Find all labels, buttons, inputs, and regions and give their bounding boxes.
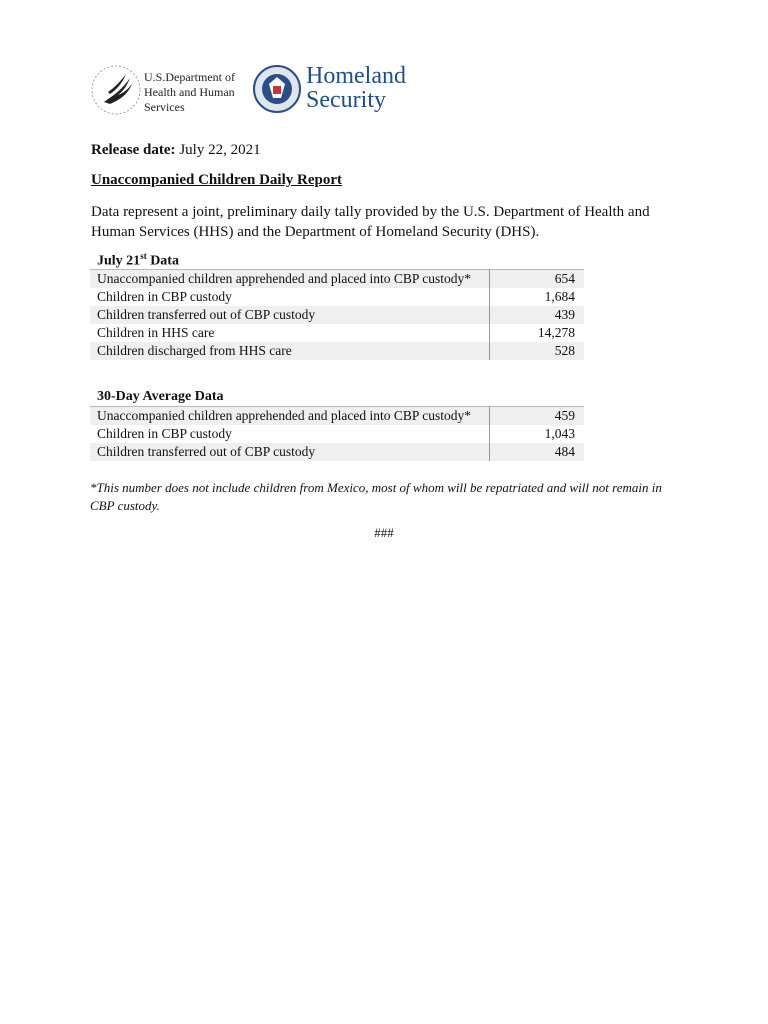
- table-row: [90, 425, 584, 443]
- row-label: Children in CBP custody: [90, 288, 490, 306]
- dhs-wordmark: Homeland Security: [306, 63, 406, 113]
- row-value: 439: [490, 306, 585, 324]
- table-row: [90, 270, 584, 289]
- row-value: 528: [490, 342, 585, 360]
- row-label: Children in HHS care: [90, 324, 490, 342]
- average-data-table: [90, 406, 584, 461]
- header-logos: [90, 56, 430, 126]
- intro-paragraph: Data represent a joint, preliminary daily tally provided by the U.S. Department of Health and Human Services (HHS) and the Department of Homeland Security (DHS).: [91, 204, 650, 240]
- row-label: Children in CBP custody: [90, 425, 490, 443]
- table-row: [90, 443, 584, 461]
- release-date: [91, 142, 261, 159]
- row-label: Children transferred out of CBP custody: [90, 306, 490, 324]
- row-value: 1,043: [544, 426, 575, 441]
- row-label: Unaccompanied children apprehended and placed into CBP custody*: [90, 270, 490, 289]
- row-value: 459: [490, 407, 585, 426]
- row-label: Unaccompanied children apprehended and placed into CBP custody*: [90, 407, 490, 426]
- row-value: 1,684: [544, 289, 575, 304]
- dhs-seal-icon: [252, 64, 302, 114]
- daily-data-table: [90, 269, 584, 360]
- dhs-logo: [250, 56, 425, 122]
- report-title: Unaccompanied Children Daily Report: [91, 172, 342, 188]
- release-date-label: Release date:: [91, 142, 176, 158]
- row-value: 654: [490, 270, 585, 289]
- table-row: [90, 324, 584, 342]
- row-value: 14,278: [537, 325, 575, 340]
- hhs-eagle-icon: [90, 62, 142, 118]
- table-row: [90, 306, 584, 324]
- release-date-value: July 22, 2021: [179, 142, 261, 158]
- end-mark: ###: [374, 525, 394, 540]
- daily-section-title: July 21st Data: [97, 251, 179, 269]
- average-section-title: 30-Day Average Data: [97, 389, 224, 404]
- row-value: 484: [490, 443, 585, 461]
- table-row: [90, 288, 584, 306]
- hhs-wordmark: U.S.Department of Health and Human Services: [144, 70, 235, 114]
- table-row: [90, 342, 584, 360]
- row-label: Children transferred out of CBP custody: [90, 443, 490, 461]
- footnote: *This number does not include children from Mexico, most of whom will be repatriated and will not remain in CBP custody.: [90, 480, 662, 513]
- table-row: [90, 407, 584, 426]
- hhs-logo: [90, 62, 250, 124]
- row-label: Children discharged from HHS care: [90, 342, 490, 360]
